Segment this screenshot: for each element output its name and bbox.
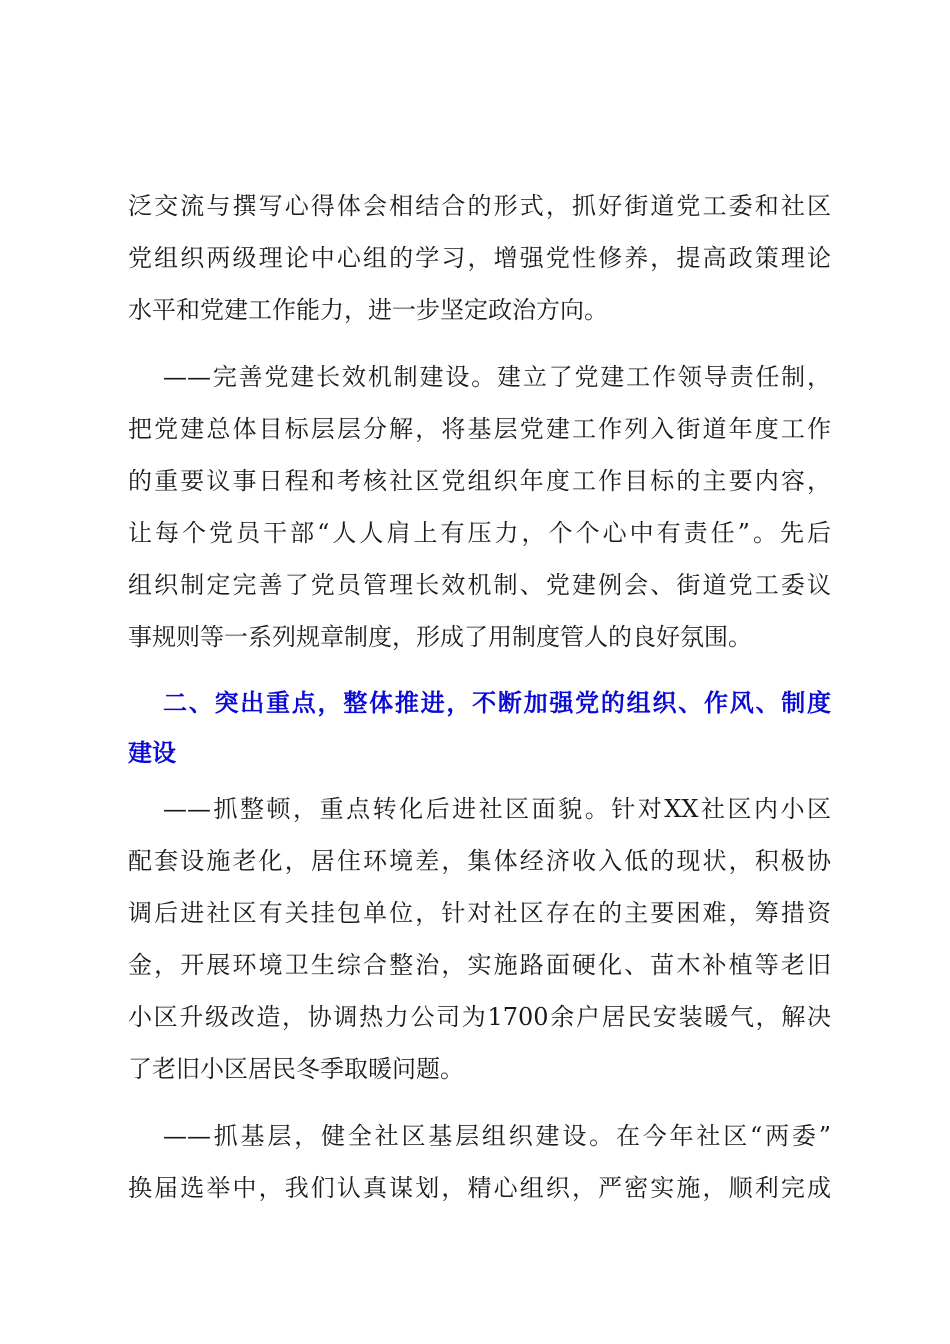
text-line: 泛交流与撰写心得体会相结合的形式，抓好街道党工委和社区 xyxy=(128,192,831,220)
text-line: 调后进社区有关挂包单位，针对社区存在的主要困难，筹措资 xyxy=(128,899,831,927)
text-line: 了老旧小区居民冬季取暖问题。 xyxy=(128,1055,464,1083)
paragraph-gap xyxy=(128,663,831,678)
paragraph xyxy=(128,351,831,663)
text-line: ——抓整顿，重点转化后进社区面貌。针对XX社区内小区 xyxy=(163,795,831,823)
text-line: 把党建总体目标层层分解，将基层党建工作列入街道年度工作 xyxy=(128,415,831,443)
paragraph-gap xyxy=(128,336,831,351)
text-line: 配套设施老化，居住环境差，集体经济收入低的现状，积极协 xyxy=(128,847,831,875)
paragraph xyxy=(128,783,831,1095)
heading-line: 二、突出重点，整体推进，不断加强党的组织、作风、制度 xyxy=(163,689,831,717)
paragraph xyxy=(128,180,831,336)
text-line: 组织制定完善了党员管理长效机制、党建例会、街道党工委议 xyxy=(128,571,831,599)
paragraph-gap xyxy=(128,1095,831,1110)
paragraph xyxy=(128,1110,831,1214)
section-heading xyxy=(128,678,831,778)
text-line: 金，开展环境卫生综合整治，实施路面硬化、苗木补植等老旧 xyxy=(128,951,831,979)
text-line: 事规则等一系列规章制度，形成了用制度管人的良好氛围。 xyxy=(128,623,752,651)
heading-line: 建设 xyxy=(128,739,176,767)
text-line: ——完善党建长效机制建设。建立了党建工作领导责任制， xyxy=(163,363,831,391)
text-line: ——抓基层，健全社区基层组织建设。在今年社区“两委” xyxy=(163,1122,831,1150)
text-line: 换届选举中，我们认真谋划，精心组织，严密实施，顺利完成 xyxy=(128,1174,831,1202)
text-line: 的重要议事日程和考核社区党组织年度工作目标的主要内容， xyxy=(128,467,831,495)
text-line: 党组织两级理论中心组的学习，增强党性修养，提高政策理论 xyxy=(128,244,831,272)
text-line: 让每个党员干部“人人肩上有压力，个个心中有责任”。先后 xyxy=(128,519,831,547)
text-line: 水平和党建工作能力，进一步坚定政治方向。 xyxy=(128,296,608,324)
document-body xyxy=(128,180,831,1214)
text-line: 小区升级改造，协调热力公司为1700余户居民安装暖气，解决 xyxy=(128,1003,831,1031)
